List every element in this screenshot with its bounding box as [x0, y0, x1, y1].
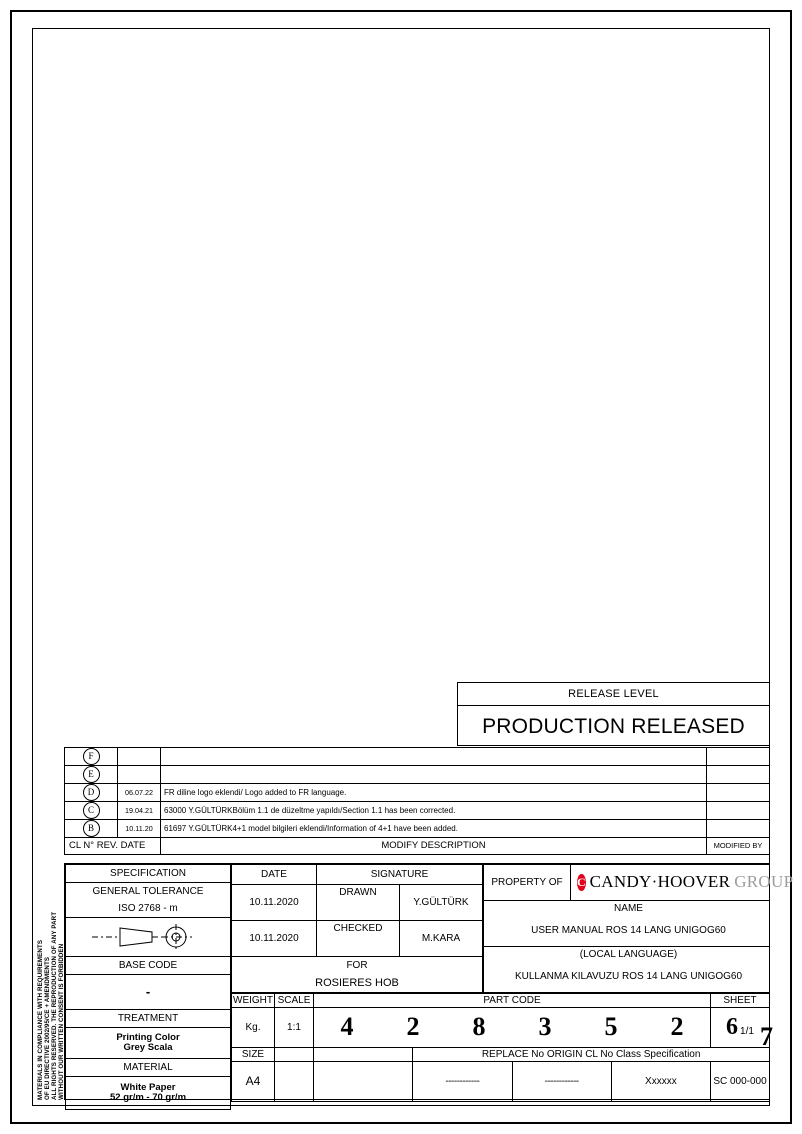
- table-row: [66, 883, 231, 901]
- revision-modified-by: [707, 748, 770, 766]
- bottom-blank-2: [314, 1062, 413, 1102]
- sheet-number: 6: [726, 1014, 739, 1041]
- material-value-line1: White Paper: [120, 1081, 176, 1093]
- revision-header-row: [65, 838, 770, 855]
- release-level-status: PRODUCTION RELEASED: [482, 714, 745, 738]
- title-block: [64, 863, 794, 1103]
- part-code-digit: 2: [670, 1012, 684, 1042]
- checked-signature: M.KARA: [400, 920, 483, 956]
- checked-label: CHECKED: [317, 920, 400, 936]
- date-label: DATE: [232, 865, 317, 885]
- revision-modified-by: [707, 802, 770, 820]
- table-row: [66, 918, 231, 957]
- weight-value: Kg.: [232, 1008, 275, 1048]
- table-row: [484, 947, 770, 962]
- table-row: [66, 865, 231, 883]
- treatment-value-line1: Printing Color: [116, 1031, 180, 1043]
- table-row: [66, 957, 231, 975]
- replace-header: REPLACE No ORIGIN CL No Class Specification: [413, 1048, 770, 1062]
- revision-letter-cell: [65, 748, 118, 766]
- table-row: [232, 920, 483, 936]
- revision-letter-cell: [65, 784, 118, 802]
- first-angle-projection-icon: [88, 922, 208, 952]
- legal-line-3: ALL RIGHTS RESERVED. THE REPRODUCTION OF ANY PART: [51, 911, 58, 1100]
- scale-value: 1:1: [275, 1008, 314, 1048]
- revision-letter: C: [83, 802, 100, 819]
- revision-letter-cell: [65, 820, 118, 838]
- name-label: NAME: [484, 901, 770, 916]
- size-blank-2: [314, 1048, 413, 1062]
- property-of-label: PROPERTY OF: [484, 865, 571, 901]
- revision-description: [161, 748, 707, 766]
- class-value: Xxxxxx: [611, 1062, 710, 1102]
- table-row: [232, 994, 770, 1008]
- property-name-table: [483, 864, 794, 993]
- part-code-digit: 2: [406, 1012, 420, 1042]
- candy-circle-icon: C: [577, 874, 586, 891]
- size-label: SIZE: [232, 1048, 275, 1062]
- local-language-value: KULLANMA KILAVUZU ROS 14 LANG UNIGOG60: [484, 962, 770, 993]
- revision-letter: F: [83, 748, 100, 765]
- revision-date: [118, 766, 161, 784]
- bottom-blank-1: [275, 1062, 314, 1102]
- legal-line-1: MATERIALS IN COMPLIANCE WITH REQUIREMENTS: [37, 939, 44, 1100]
- brand-logo: [571, 865, 794, 901]
- table-row: [484, 916, 770, 947]
- legal-notice-strip: [36, 836, 64, 1100]
- for-value: ROSIERES HOB: [232, 974, 483, 992]
- table-row: [232, 1048, 770, 1062]
- legal-line-4: WITHOUT OUR WRITTEN CONSENT IS FORBIDDEN: [58, 943, 65, 1100]
- revision-modified-by: [707, 784, 770, 802]
- base-code-value: -: [66, 975, 231, 1010]
- specification-label: SPECIFICATION: [66, 865, 231, 883]
- revision-description: [161, 766, 707, 784]
- table-row: [232, 1008, 770, 1048]
- property-name-column: [483, 864, 794, 993]
- release-level-box: [457, 682, 770, 746]
- drawn-spacer: [317, 900, 400, 920]
- revision-letter: E: [83, 766, 100, 783]
- part-code-digit: 5: [604, 1012, 618, 1042]
- table-row: [65, 766, 770, 784]
- revision-table: [64, 747, 770, 855]
- sheet-fraction: 1/1: [740, 1026, 754, 1038]
- local-language-label: (LOCAL LANGUAGE): [484, 947, 770, 962]
- material-label: MATERIAL: [66, 1059, 231, 1077]
- table-row: [66, 900, 231, 918]
- table-row: [484, 865, 770, 901]
- revision-description: 61697 Y.GÜLTÜRK4+1 model bilgileri eklendi/Information of 4+1 have been added.: [161, 820, 707, 838]
- table-row: [484, 901, 770, 916]
- table-row: [65, 802, 770, 820]
- drawn-date: 10.11.2020: [232, 884, 317, 920]
- brand-name: CANDY·HOOVER: [589, 872, 731, 892]
- revision-header-modified-by: MODIFIED BY: [707, 838, 770, 855]
- part-code-block: [231, 993, 770, 1101]
- revision-date: 19.04.21: [118, 802, 161, 820]
- specification-value: SC 000-000: [711, 1062, 770, 1102]
- revision-letter: B: [83, 820, 100, 837]
- revision-description: FR diline logo eklendi/ Logo added to FR language.: [161, 784, 707, 802]
- treatment-value-line2: Grey Scala: [123, 1042, 173, 1053]
- table-row: [66, 1028, 231, 1059]
- scale-label: SCALE: [275, 994, 314, 1008]
- table-row: [232, 1062, 770, 1102]
- revision-letter-cell: [65, 766, 118, 784]
- table-row: [484, 962, 770, 993]
- treatment-label: TREATMENT: [66, 1010, 231, 1028]
- origin-cl-no-value: ------------: [512, 1062, 611, 1102]
- size-blank-1: [275, 1048, 314, 1062]
- part-code-label: PART CODE: [314, 994, 711, 1008]
- revision-date: [118, 748, 161, 766]
- legal-line-2: OF EU DIRECTIVE 2002/95/CE + AMENDMENTS: [44, 956, 51, 1100]
- table-row: [66, 1059, 231, 1077]
- date-signature-column: [231, 864, 483, 993]
- material-value: [66, 1077, 231, 1110]
- size-value: A4: [232, 1062, 275, 1102]
- revision-date: 06.07.22: [118, 784, 161, 802]
- specification-column: [65, 864, 231, 1101]
- drawn-signature: Y.GÜLTÜRK: [400, 884, 483, 920]
- part-code-digit: 8: [472, 1012, 486, 1042]
- revision-letter: D: [83, 784, 100, 801]
- revision-description: 63000 Y.GÜLTÜRKBölüm 1.1 de düzeltme yapıldı/Section 1.1 has been corrected.: [161, 802, 707, 820]
- brand-suffix: GROUP: [734, 872, 794, 892]
- revision-modified-by: [707, 820, 770, 838]
- specification-table: [65, 864, 231, 1110]
- treatment-value: [66, 1028, 231, 1059]
- part-code-digits: [314, 1008, 711, 1048]
- weight-label: WEIGHT: [233, 995, 273, 1006]
- table-row: [232, 974, 483, 992]
- part-code-table: [231, 993, 770, 1102]
- signature-label: SIGNATURE: [317, 865, 483, 885]
- material-value-line2: 52 gr/m - 70 gr/m: [109, 1092, 187, 1103]
- revision-header-left: CL N° REV. DATE: [65, 838, 161, 855]
- checked-spacer: [317, 936, 400, 956]
- table-row: [65, 820, 770, 838]
- table-row: [65, 784, 770, 802]
- tolerance-standard: ISO 2768 - m: [66, 900, 231, 918]
- release-level-label: RELEASE LEVEL: [458, 683, 769, 706]
- date-signature-table: [231, 864, 483, 993]
- projection-symbol: [66, 918, 231, 957]
- replace-no-value: ------------: [413, 1062, 512, 1102]
- revision-header-description: MODIFY DESCRIPTION: [161, 838, 707, 855]
- revision-letter-cell: [65, 802, 118, 820]
- table-row: [65, 748, 770, 766]
- part-code-digit: 3: [538, 1012, 552, 1042]
- trailing-digit: 7: [760, 1022, 773, 1051]
- drawn-label: DRAWN: [317, 884, 400, 900]
- sheet-label: SHEET: [711, 994, 770, 1008]
- table-row: [232, 865, 483, 885]
- checked-date: 10.11.2020: [232, 920, 317, 956]
- table-row: [232, 884, 483, 900]
- table-row: [232, 956, 483, 974]
- base-code-label: BASE CODE: [66, 957, 231, 975]
- name-value: USER MANUAL ROS 14 LANG UNIGOG60: [484, 916, 770, 947]
- table-row: [66, 1010, 231, 1028]
- revision-modified-by: [707, 766, 770, 784]
- part-code-digit: 4: [340, 1012, 354, 1042]
- general-tolerance-label: GENERAL TOLERANCE: [66, 883, 231, 901]
- table-row: [66, 975, 231, 1010]
- revision-date: 10.11.20: [118, 820, 161, 838]
- table-row: [66, 1077, 231, 1110]
- for-label: FOR: [232, 956, 483, 974]
